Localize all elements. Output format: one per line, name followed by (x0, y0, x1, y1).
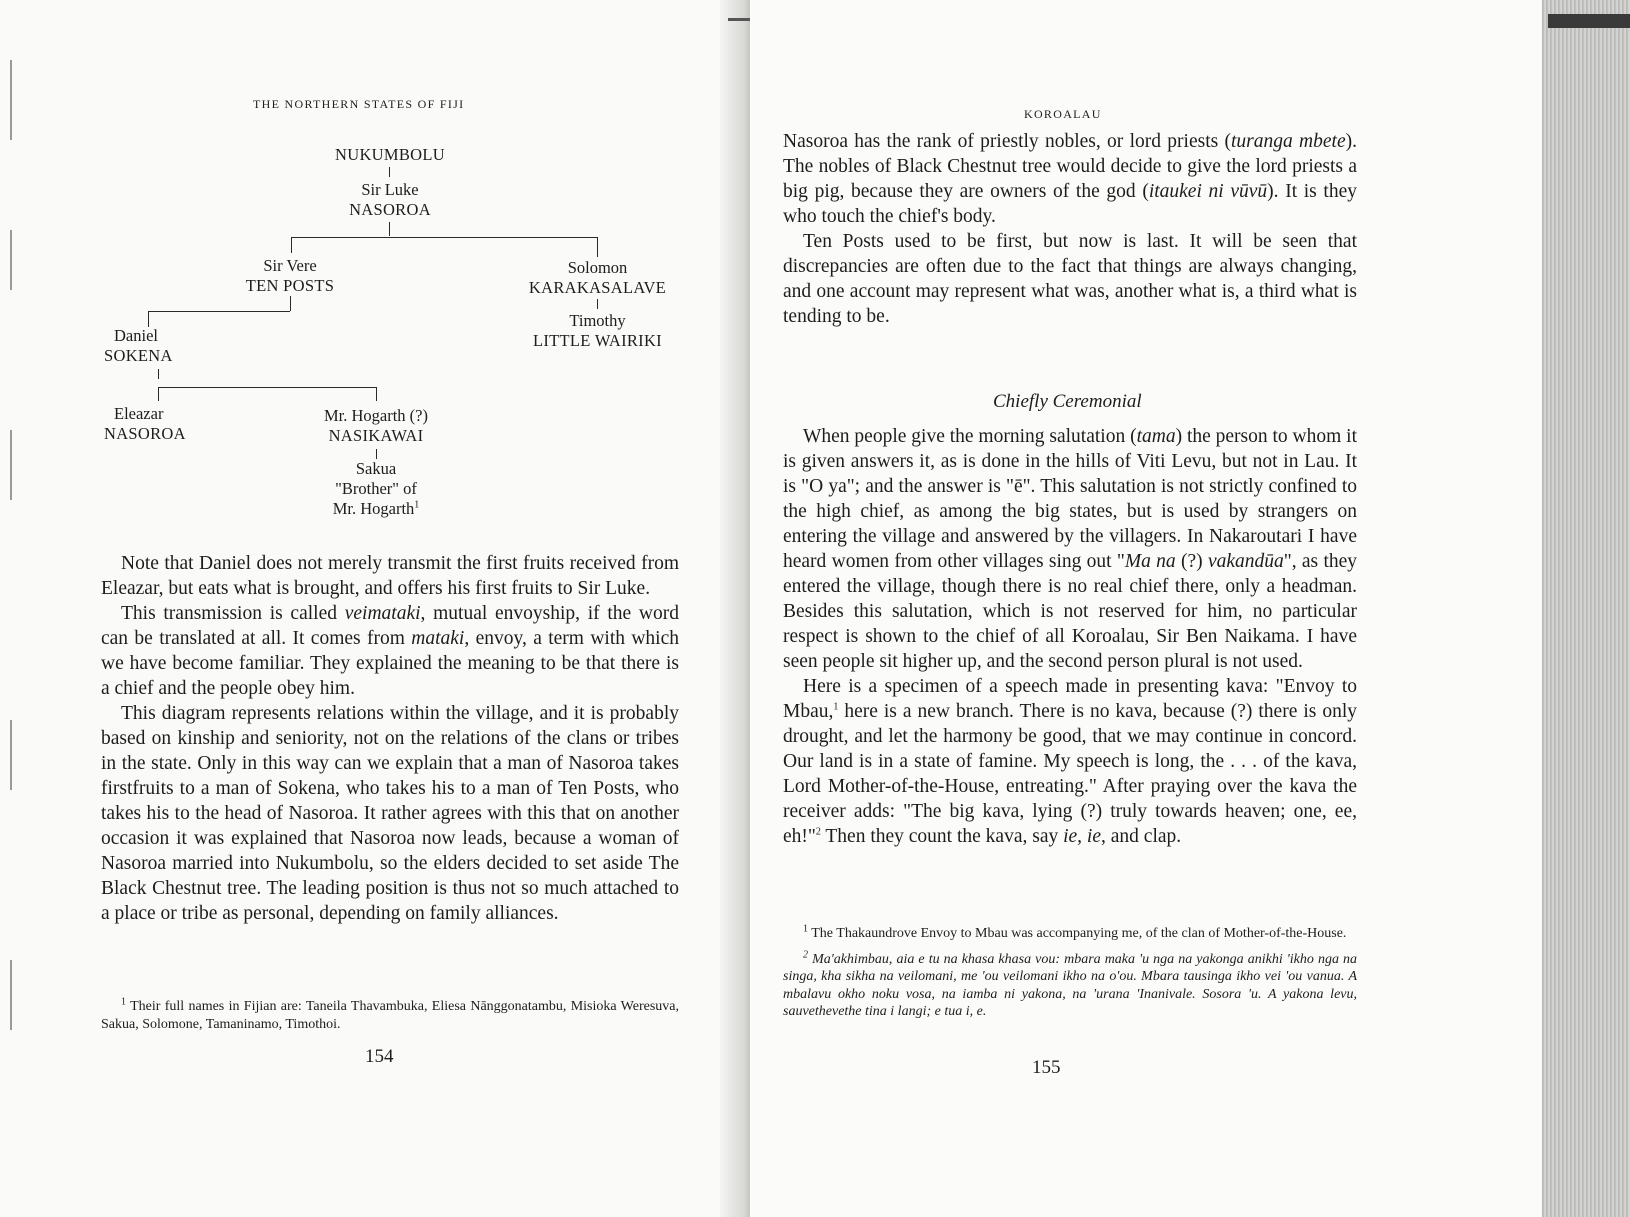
connector (597, 299, 598, 309)
paragraph: This transmission is called veimataki, mutual envoyship, if the word can be translated at all. It comes from mataki, envoy, a term with which we have become familiar. They explained the meaning to be that there is a chief and the people obey him. (101, 603, 680, 699)
right-footnotes (783, 925, 1357, 1029)
node-line: Sakua (355, 459, 397, 478)
footnote-2: $^2$ Ma'akhimbau, aia e tu na khasa khasa vou: mbara maka 'u nga na yakonga anikhi 'ikho nga na singa, kha sikha na veilomani, me 'ou veilomani ikho na o'ou. Mbara tausinga ikho vei 'ou vanua. A mbalavu okho noku vosa, na iamba ni yakona, na 'urana 'Inanivale. Sosora 'u. A yakona levu, sauvethevethe tina i langi; e tua i, e. (783, 948, 1357, 1019)
node-name: KARAKASALAVE (528, 278, 667, 297)
node-daniel (96, 326, 196, 366)
node-sakua (296, 459, 456, 519)
node-title: Mr. Hogarth (?) (323, 406, 428, 425)
footnote-mark: 1 (833, 701, 839, 713)
paragraph: Here is a specimen of a speech made in presenting kava: "Envoy to Mbau,$^1$ here is a new branch. There is no kava, because (?) there is only drought, and let the harmony be good, that we may continue in concord. Our land is in a state of famine. My speech is long, the . . . of the kava, Lord Mother-of-the-House, entreating." After praying over the kava the receiver adds: "The big kava, lying (?) truly towards heaven; one, ee, eh!"$^2$ Then they count the kava, say ie, ie, and clap. (783, 676, 1357, 847)
node-nukumbolu (310, 145, 470, 165)
footnote-mark: 1 (121, 996, 126, 1008)
node-eleazar (96, 404, 206, 444)
connector (389, 167, 390, 177)
footnote-mark: 1 (414, 499, 420, 511)
node-name: SOKENA (104, 346, 173, 365)
right-body-text-top (783, 129, 1357, 329)
node-title: Eleazar (114, 404, 164, 423)
node-title: Sir Luke (361, 180, 419, 199)
node-name: NASOROA (349, 200, 431, 219)
connector (291, 237, 597, 238)
connector (148, 311, 149, 327)
left-body-text (101, 551, 679, 926)
italic-term: veimataki (344, 603, 421, 624)
connector (291, 237, 292, 253)
node-solomon (505, 258, 690, 298)
node-name: LITTLE WAIRIKI (533, 331, 662, 350)
right-body-text (783, 424, 1357, 849)
left-page (0, 0, 750, 1217)
paragraph: When people give the morning salutation (tama) the person to whom it is given answers it, as is done in the hills of Viti Levu, but not in Lau. It is "O ya"; and the answer is "ē". This salutation is not strictly confined to the high chief, as among the big states, but is used by strangers on entering the village and answered by the villagers. In Nakaroutari I have heard women from other villages sing out "Ma na (?) vakandūa", as they entered the village, though there is no real chief there, only a headman. Besides this salutation, which is not reserved for him, no particular respect is shown to the chief of all Koroalau, Sir Ben Naikama. I have seen people sit higher up, and the second person plural is not used. (783, 426, 1358, 672)
node-hogarth (296, 406, 456, 446)
node-name: TEN POSTS (245, 276, 335, 295)
node-timothy (505, 311, 690, 351)
footnote-mark: 2 (815, 826, 821, 838)
connector (158, 387, 376, 388)
node-name: NASOROA (104, 424, 186, 443)
running-head-left: THE NORTHERN STATES OF FIJI (253, 97, 465, 111)
connector (158, 369, 159, 379)
italic-term: mataki (411, 628, 465, 649)
right-page (750, 0, 1542, 1217)
node-sir-luke (310, 180, 470, 220)
connector (389, 222, 390, 236)
page-edge-mark (10, 230, 12, 290)
paragraph: Nasoroa has the rank of priestly nobles, or lord priests (turanga mbete). The nobles of Black Chestnut tree would decide to give the lord priests a big pig, because they are owners of the god (itaukei ni vūvū). It is they who touch the chief's body. (783, 131, 1357, 227)
node-name: NASIKAWAI (328, 426, 424, 445)
connector (148, 311, 290, 312)
node-title: Daniel (114, 326, 158, 345)
footnote-1: $^1$ The Thakaundrove Envoy to Mbau was accompanying me, of the clan of Mother-of-the-House. (803, 923, 1347, 941)
node-line: Mr. Hogarth$^1$ (332, 499, 420, 518)
node-title: Solomon (567, 258, 628, 277)
page-edge-mark (10, 720, 12, 790)
node-title: Timothy (569, 311, 626, 330)
section-heading: Chiefly Ceremonial (993, 391, 1142, 412)
connector (290, 296, 291, 311)
running-head-right: KOROALAU (1024, 107, 1102, 121)
page-number-right: 155 (1032, 1057, 1061, 1078)
page-edge-mark (10, 60, 12, 140)
page-edge-mark (10, 960, 12, 1030)
connector (376, 387, 377, 401)
node-sir-vere (210, 256, 370, 296)
page-number-left: 154 (365, 1046, 394, 1067)
node-title: Sir Vere (263, 256, 317, 275)
node-name: NUKUMBOLU (335, 145, 445, 164)
book-cover-edge (1548, 14, 1630, 28)
connector (597, 237, 598, 257)
node-line: "Brother" of (335, 479, 417, 498)
connector (376, 449, 377, 459)
paragraph: Note that Daniel does not merely transmit the first fruits received from Eleazar, but eats what is brought, and offers his first fruits to Sir Luke. (101, 553, 679, 599)
book-page-edges (1542, 0, 1630, 1217)
paragraph: Ten Posts used to be first, but now is last. It will be seen that discrepancies are often due to the fact that things are always changing, and one account may represent what was, another what is, a third what is tending to be. (783, 231, 1357, 327)
paragraph: This diagram represents relations within the village, and it is probably based on kinship and seniority, not on the relations of the clans or tribes in the state. Only in this way can we explain that a man of Nasoroa takes firstfruits to a man of Sokena, who takes his to a man of Ten Posts, who takes his to the head of Nasoroa. It rather agrees with this that on another occasion it was explained that Nasoroa now leads, because a woman of Nasoroa married into Nukumbolu, so the elders decided to set aside The Black Chestnut tree. The leading position is thus not so much attached to a place or tribe as personal, depending on family alliances. (101, 703, 679, 924)
left-footnote: $^1$ Their full names in Fijian are: Taneila Thavambuka, Eliesa Nānggonatambu, Misioka Weresuva, Sakua, Solomone, Tamaninamo, Timothoi. (101, 996, 679, 1032)
connector (158, 387, 159, 401)
page-edge-mark (10, 430, 12, 500)
